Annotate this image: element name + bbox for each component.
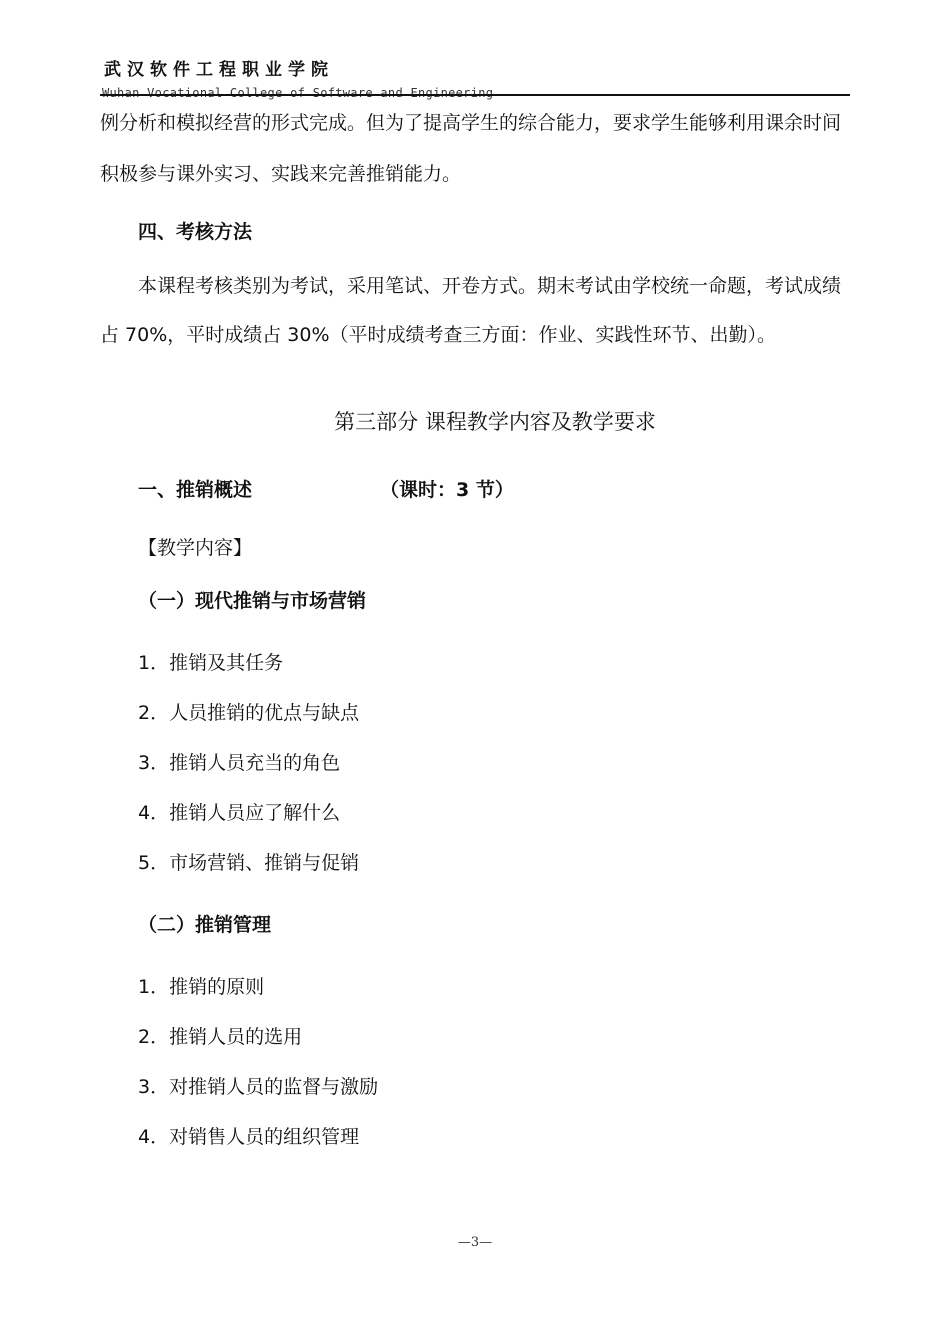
assessment-line-2: 占 70%，平时成绩占 30%（平时成绩考查三方面：作业、实践性环节、出勤）。: [100, 324, 777, 346]
header-divider: [100, 94, 850, 96]
college-english-name: Wuhan Vocational College of Software and Engineering: [102, 86, 494, 100]
section-2-item: 1．推销的原则: [138, 976, 265, 998]
chapter-1-title: 一、推销概述: [138, 479, 253, 501]
chapter-1-hours: （课时：3 节）: [380, 479, 514, 501]
section-1-item: 2．人员推销的优点与缺点: [138, 702, 360, 724]
section-2-title: （二）推销管理: [138, 914, 272, 936]
section-1-item: 3．推销人员充当的角色: [138, 752, 341, 774]
section-2-item: 2．推销人员的选用: [138, 1026, 303, 1048]
intro-line-2: 积极参与课外实习、实践来完善推销能力。: [100, 163, 462, 185]
assessment-heading: 四、考核方法: [138, 221, 253, 243]
section-1-item: 4．推销人员应了解什么: [138, 802, 341, 824]
section-2-item: 4．对销售人员的组织管理: [138, 1126, 360, 1148]
part-title: 第三部分 课程教学内容及教学要求: [334, 410, 656, 434]
teaching-content-label: 【教学内容】: [138, 537, 253, 559]
college-name: 武汉软件工程职业学院: [104, 60, 334, 80]
section-1-item: 1．推销及其任务: [138, 652, 284, 674]
intro-line-1: 例分析和模拟经营的形式完成。但为了提高学生的综合能力，要求学生能够利用课余时间: [100, 112, 842, 134]
section-1-item: 5．市场营销、推销与促销: [138, 852, 360, 874]
page-number: —3—: [457, 1235, 493, 1250]
assessment-line-1: 本课程考核类别为考试，采用笔试、开卷方式。期末考试由学校统一命题，考试成绩: [138, 275, 842, 297]
section-1-title: （一）现代推销与市场营销: [138, 590, 367, 612]
section-2-item: 3．对推销人员的监督与激励: [138, 1076, 379, 1098]
